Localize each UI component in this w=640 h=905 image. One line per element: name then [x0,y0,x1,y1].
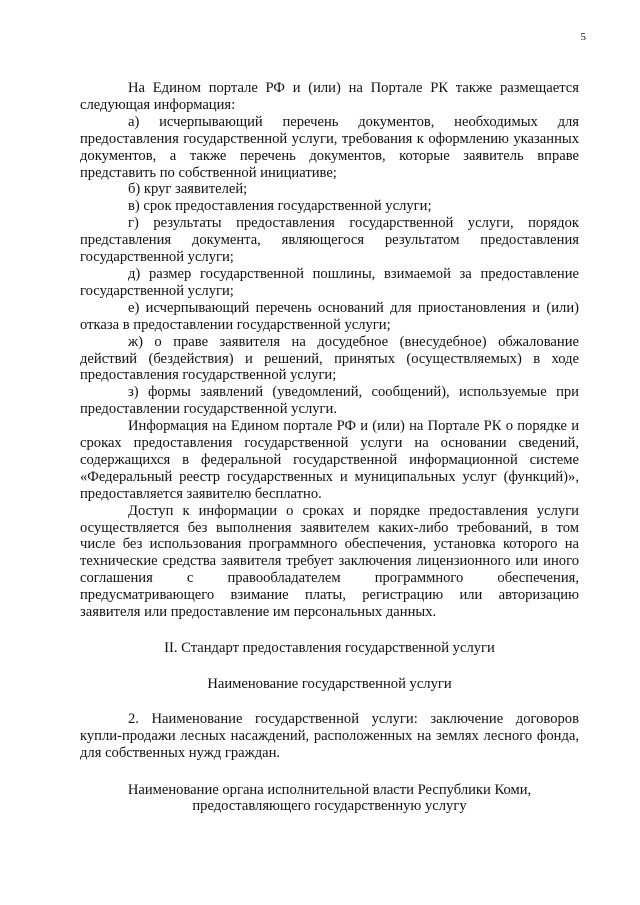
list-item-a: а) исчерпывающий перечень документов, необходимых для предоставления государственной услуги, требования к оформлению указанных документов, а также перечень документов, которые заявитель вправе представить по собственной инициативе; [80,113,579,181]
list-item-d: д) размер государственной пошлины, взимаемой за предоставление государственной услуги; [80,265,579,299]
next-heading-line2: предоставляющего государственную услугу [192,798,467,815]
list-item-b: б) круг заявителей; [128,181,248,198]
page-number: 5 [580,31,586,43]
paragraph-intro: На Едином портале РФ и (или) на Портале РК также размещается следующая информация: [80,80,579,113]
list-item-g: г) результаты предоставления государственной услуги, порядок представления документа, являющегося результатом предоставления государственной услуги; [80,215,579,266]
paragraph-access: Доступ к информации о сроках и порядке предоставления услуги осуществляется без выполнения заявителем каких-либо требований, в том числе без использования программного обеспечения, установка которого на технические средства заявителя требует заключения лицензионного или иного соглашения с правообладателем программного обеспечения, предусматривающего взимание платы, регистрацию или авторизацию заявителя или предоставление им персональных данных. [80,502,579,621]
list-item-v: в) срок предоставления государственной услуги; [128,198,432,215]
paragraph-info-free: Информация на Едином портале РФ и (или) на Портале РК о порядке и сроках предоставления государственной услуги на основании сведений, содержащихся в федеральной государственной информационной системе «Федеральный реестр государственных и муниципальных услуг (функций)», предоставляется заявителю бесплатно. [80,418,579,502]
paragraph-item-2: 2. Наименование государственной услуги: заключение договоров купли-продажи лесных насаждений, расположенных на землях лесного фонда, для собственных нужд граждан. [80,710,579,761]
list-item-e: е) исчерпывающий перечень оснований для приостановления и (или) отказа в предоставлении государственной услуги; [80,299,579,333]
subsection-title: Наименование государственной услуги [207,675,452,692]
section-title: II. Стандарт предоставления государственной услуги [164,640,495,656]
next-heading-line1: Наименование органа исполнительной власти Республики Коми, [127,781,532,798]
document-body [80,80,579,815]
list-item-z: з) формы заявлений (уведомлений, сообщений), используемые при предоставлении государственной услуги. [80,384,579,418]
list-item-zh: ж) о праве заявителя на досудебное (внесудебное) обжалование действий (бездействия) и решений, принятых (осуществляемых) в ходе предоставления государственной услуги; [80,333,579,384]
